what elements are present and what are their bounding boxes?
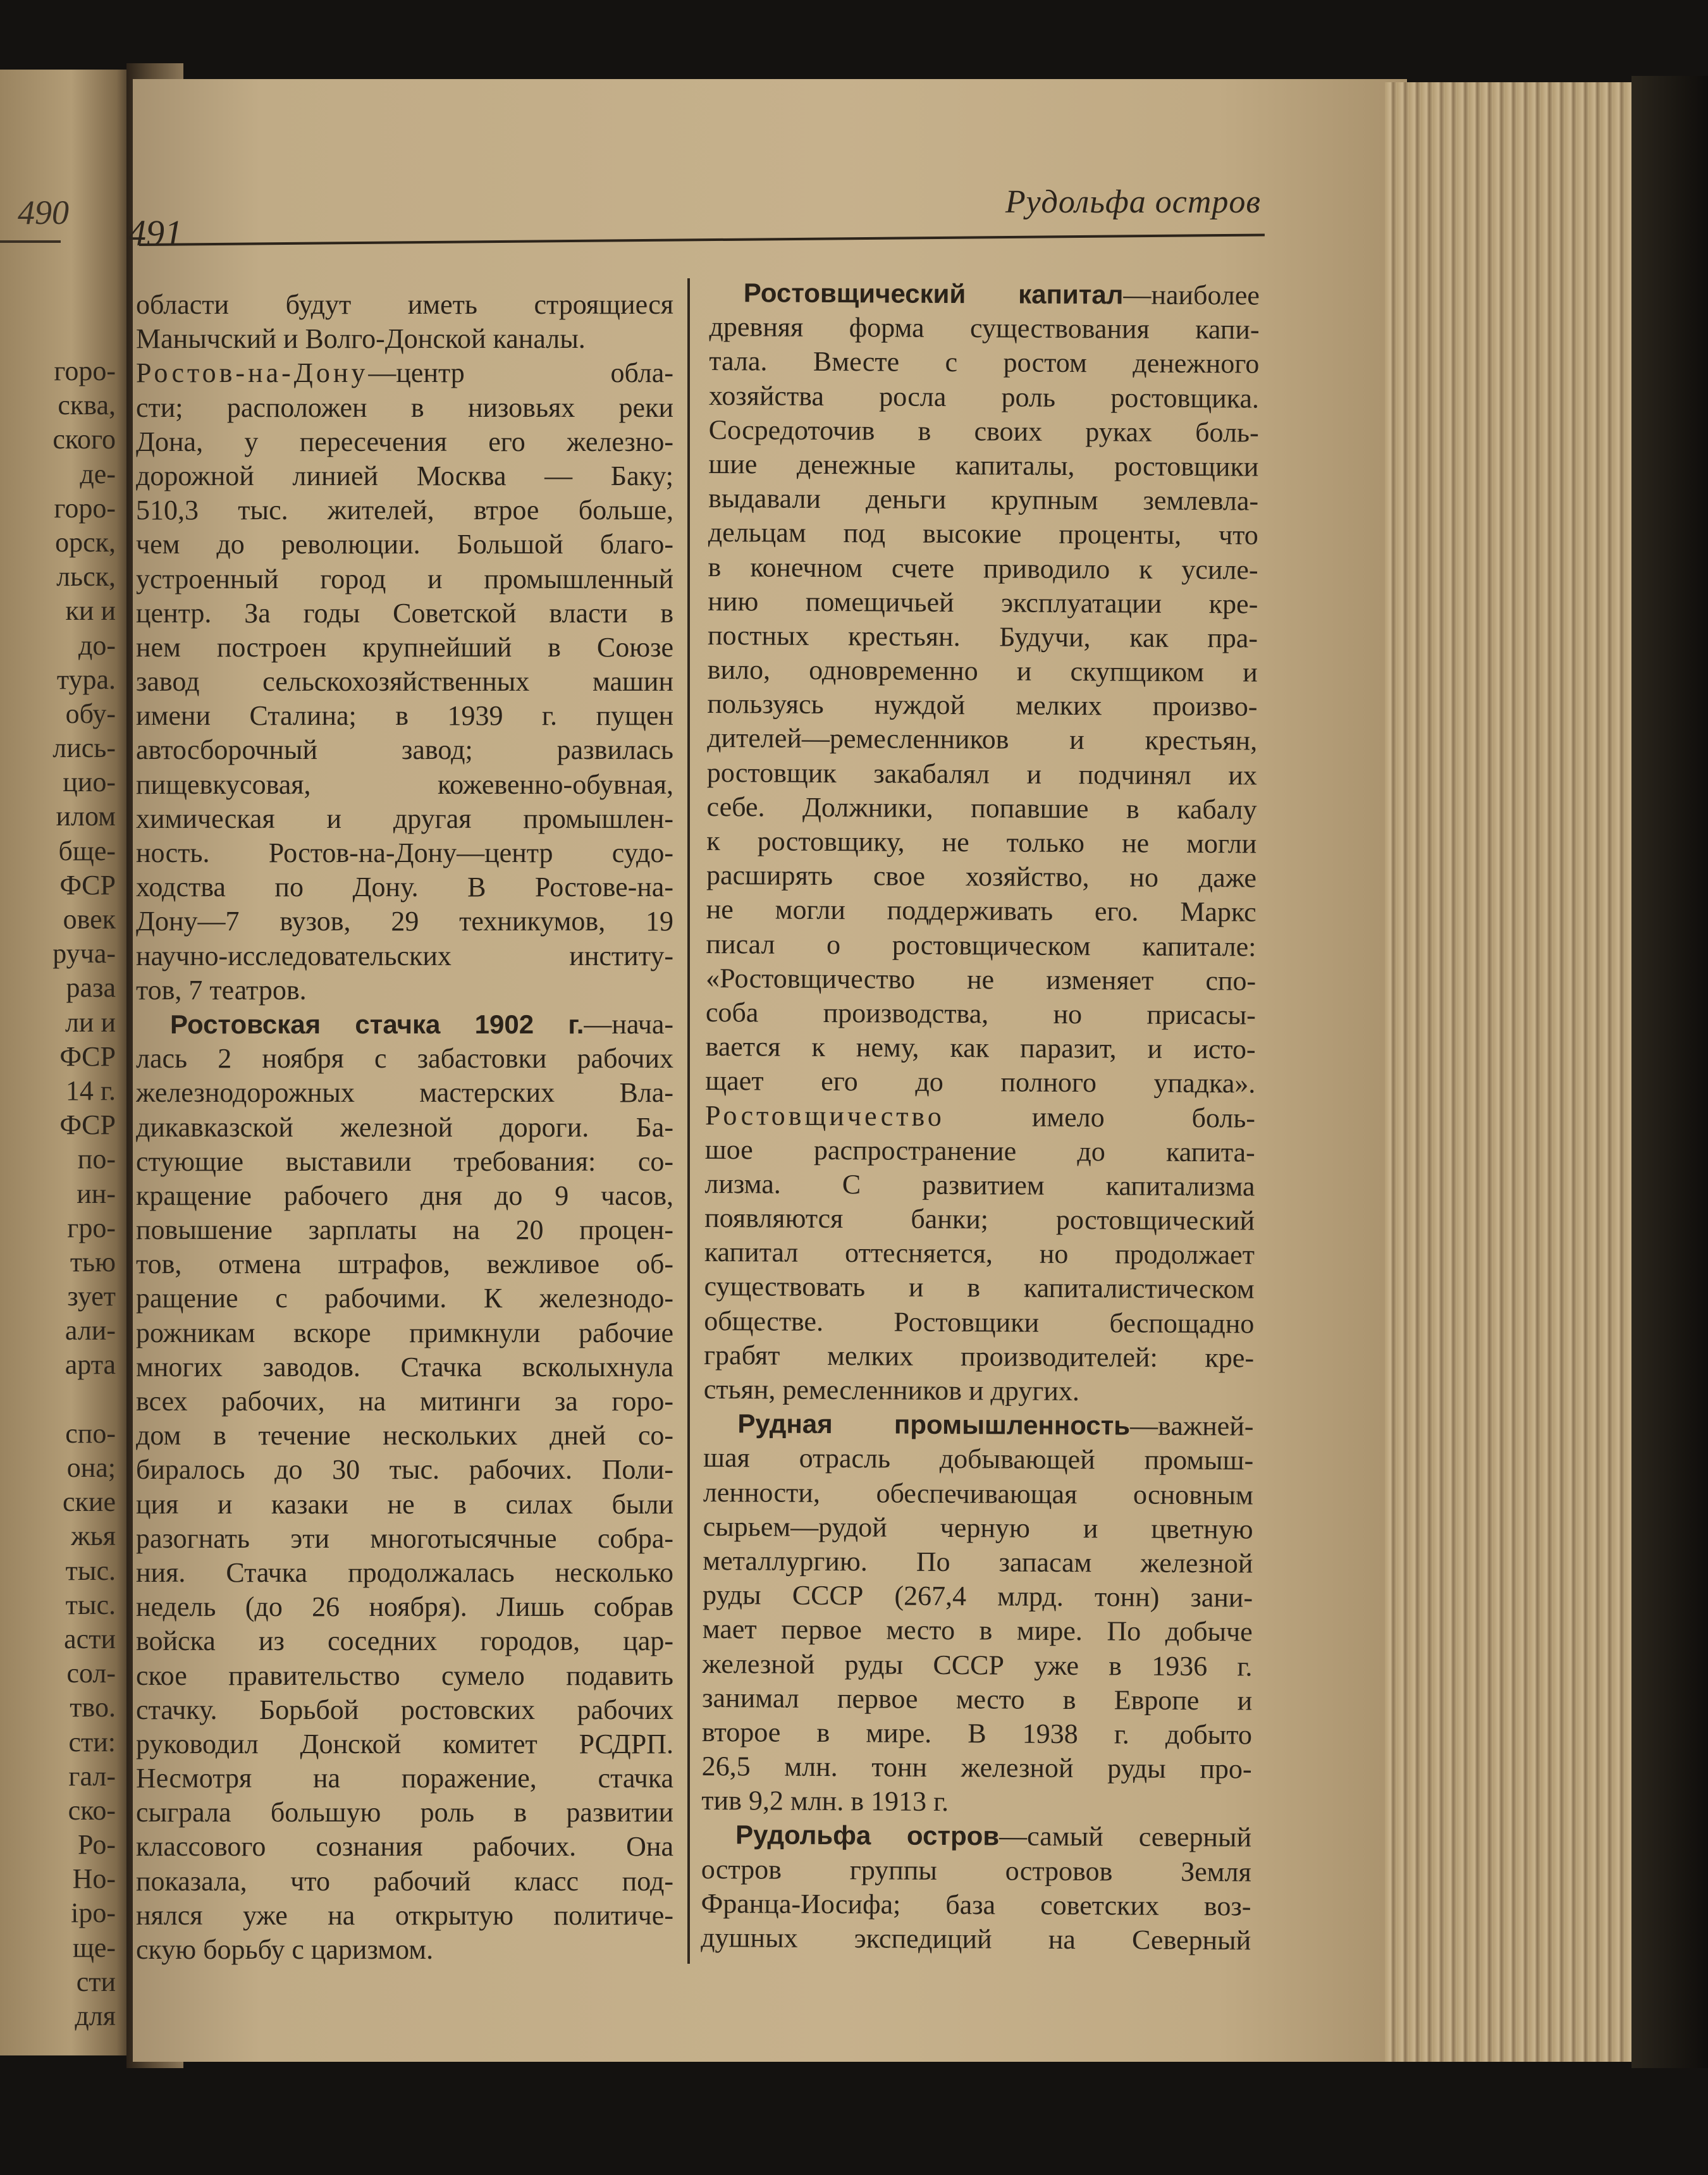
text-line: занимал первое место в Европе и [702, 1682, 1253, 1716]
previous-page-fragment: для [75, 2000, 116, 2031]
previous-page-fragment: ФСР [59, 869, 116, 901]
text-line: существовать и в капиталистическом [704, 1271, 1255, 1305]
text-line: повышение зарплаты на 20 процен- [136, 1214, 673, 1246]
text-line [701, 1818, 1251, 1855]
text-line: дителей—ремесленников и крестьян, [707, 722, 1258, 756]
previous-page-fragment: ки и [65, 595, 116, 627]
text-line: ходства по Дону. В Ростове-на- [136, 872, 673, 903]
previous-page-fragment: ского [52, 424, 116, 455]
text-line: кращение рабочего дня до 9 часов, [136, 1180, 673, 1211]
text-line: руководил Донской комитет РСДРП. [136, 1728, 673, 1759]
text-line: постных крестьян. Будучи, как пра- [707, 619, 1258, 654]
text-line: в конечном счете приводило к усиле- [708, 551, 1258, 586]
previous-page-fragment: ли и [65, 1006, 116, 1038]
entry-headword: Рудольфа остров [735, 1820, 1000, 1851]
text-line: ращение с рабочими. К железнодо- [136, 1283, 673, 1314]
text-line: вило, одновременно и скупщиком и [707, 654, 1258, 688]
text-line: дельцам под высокие проценты, что [708, 517, 1258, 551]
text-run: —центр обла- [368, 357, 673, 389]
previous-page-fragment: по- [77, 1143, 116, 1175]
column-divider [687, 278, 690, 1964]
text-line: тала. Вместе с ростом денежного [709, 345, 1260, 379]
previous-page-fragment: горо- [54, 355, 116, 386]
text-line: пользуясь нуждой мелких произво- [707, 688, 1258, 722]
previous-page-fragment: де- [80, 458, 116, 490]
previous-page-fragment: тью [70, 1246, 116, 1278]
text-line: Несмотря на поражение, стачка [136, 1763, 673, 1794]
previous-page-fragment: ще- [72, 1932, 116, 1963]
previous-page-fragment: али- [65, 1315, 116, 1346]
previous-page-fragment: орск, [55, 526, 116, 558]
text-line: «Ростовщичество не изменяет спо- [706, 962, 1256, 997]
entry-headword: Рудная промышленность [737, 1408, 1131, 1441]
text-line: лизма. С развитием капитализма [704, 1168, 1255, 1202]
text-line: имени Сталина; в 1939 г. пущен [136, 700, 673, 732]
previous-page-fragment: бще- [58, 835, 116, 866]
text-line: дикавказской железной дороги. Ба- [136, 1111, 673, 1143]
text-line: соба производства, но присасы- [705, 996, 1256, 1031]
text-line: мает первое место в мире. По добыче [702, 1613, 1253, 1648]
text-line: Сосредоточив в своих руках боль- [708, 414, 1259, 448]
previous-page-fragment: асти [64, 1623, 116, 1654]
text-line: центр. За годы Советской власти в [136, 597, 673, 629]
entry-headword: Ростовщический капитал [743, 278, 1124, 310]
text-line: железной руды СССР уже в 1936 г. [702, 1648, 1253, 1682]
text-line: рожникам вскоре примкнули рабочие [136, 1317, 673, 1348]
text-line: выдавали деньги крупным землевла- [708, 483, 1259, 517]
text-line: многих заводов. Стачка всколыхнула [136, 1351, 673, 1383]
text-line: нию помещичьей эксплуатации кре- [708, 585, 1258, 620]
text-run: —наиболее [1123, 279, 1260, 311]
previous-page-fragment: гал- [68, 1760, 116, 1792]
previous-page-edge [0, 70, 130, 2055]
text-line: дом в течение нескольких дней со- [136, 1420, 673, 1451]
text-line: обществе. Ростовщики беспощадно [704, 1305, 1255, 1340]
text-line: шое распространение до капита- [704, 1133, 1255, 1168]
text-line: тив 9,2 млн. в 1913 г. [701, 1785, 949, 1818]
text-line: появляются банки; ростовщический [704, 1202, 1255, 1236]
previous-page-fragment: сти [76, 1966, 116, 1997]
previous-page-fragment: Ро- [77, 1829, 116, 1861]
text-line: ция и казаки не в силах были [136, 1488, 673, 1520]
text-line [705, 1098, 1255, 1135]
previous-page-number: 490 [18, 194, 69, 231]
text-line: ростовщик закабалял и подчинял их [706, 756, 1258, 791]
text-run: имело боль- [944, 1100, 1256, 1134]
previous-page-fragment: ФСР [59, 1040, 116, 1072]
text-line: металлургию. По запасам железной [703, 1544, 1253, 1579]
text-line: шие денежные капиталы, ростовщики [708, 448, 1259, 483]
previous-page-fragment: до- [78, 629, 116, 661]
text-line: стачку. Борьбой ростовских рабочих [136, 1694, 673, 1725]
text-run: —нача- [584, 1008, 673, 1040]
text-line: писал о ростовщическом капитале: [706, 928, 1256, 963]
previous-page-fragment: ин- [77, 1178, 116, 1209]
text-line: войска из соседних городов, цар- [136, 1625, 673, 1657]
previous-page-fragment: она; [66, 1452, 116, 1483]
text-line: всех рабочих, на митинги за горо- [136, 1386, 673, 1417]
previous-page-fragment: цио- [63, 767, 116, 798]
previous-page-fragment: тыс. [65, 1555, 116, 1586]
previous-page-fragment: сол- [66, 1658, 116, 1689]
previous-page-fragment: гро- [67, 1212, 116, 1243]
text-line: чем до революции. Большой благо- [136, 529, 673, 560]
text-line: дорожной линией Москва — Баку; [136, 460, 673, 491]
previous-page-fragment: ские [63, 1486, 116, 1518]
text-line: капитал оттесняется, но продолжает [704, 1236, 1255, 1271]
previous-page-fragment: ФСР [59, 1109, 116, 1141]
text-line: душных экспедиций на Северный [701, 1921, 1251, 1956]
text-run: —важней- [1129, 1410, 1254, 1442]
text-line: второе в мире. В 1938 г. добыто [701, 1716, 1253, 1751]
text-line: расширять свое хозяйство, но даже [706, 860, 1257, 894]
previous-page-fragment: ско- [68, 1794, 116, 1826]
text-line: сырьем—рудой черную и цветную [703, 1510, 1253, 1545]
previous-page-fragment: жья [71, 1520, 116, 1552]
text-line: показала, что рабочий класс под- [136, 1865, 673, 1897]
text-line: себе. Должники, попавшие в кабалу [706, 791, 1257, 825]
text-line: завод сельскохозяйственных машин [136, 666, 673, 698]
running-head: Рудольфа остров [1005, 184, 1261, 220]
text-run: —самый северный [999, 1820, 1252, 1853]
previous-page-fragment: тура. [56, 663, 116, 695]
text-line: Дону—7 вузов, 29 техникумов, 19 [136, 906, 673, 937]
previous-page-fragment: илом [56, 801, 116, 832]
text-line: шая отрасль добывающей промыш- [703, 1442, 1254, 1476]
text-line: нем построен крупнейший в Союзе [136, 631, 673, 663]
previous-page-fragment: тыс. [65, 1589, 116, 1620]
text-line: 26,5 млн. тонн железной руды про- [701, 1751, 1252, 1785]
previous-page-header-rule [0, 240, 61, 243]
previous-page-fragment: 14 г. [65, 1075, 116, 1106]
text-line: Франца-Иосифа; база советских воз- [701, 1887, 1251, 1922]
text-line: тов, отмена штрафов, вежливое об- [136, 1248, 673, 1280]
text-line: руды СССР (267,4 млрд. тонн) зани- [702, 1579, 1253, 1613]
text-line: хозяйства росла роль ростовщика. [708, 379, 1260, 414]
previous-page-fragment: горо- [54, 492, 116, 524]
text-line [136, 1007, 673, 1042]
text-line: сти; расположен в низовьях реки [136, 391, 673, 423]
text-line: не могли поддерживать его. Маркс [706, 894, 1256, 928]
text-line: скую борьбу с царизмом. [136, 1934, 434, 1965]
background-shadow [1631, 76, 1708, 2068]
text-line: щает его до полного упадка». [705, 1065, 1256, 1099]
text-line: ния. Стачка продолжалась несколько [136, 1556, 673, 1588]
previous-page-fragment: спо- [65, 1417, 116, 1449]
text-line: сыграла большую роль в развитии [136, 1797, 673, 1828]
spaced-term: Ростовщичество [704, 1099, 945, 1132]
text-line: химическая и другая промышлен- [136, 803, 673, 834]
right-column [701, 276, 1260, 1958]
text-line: вается к нему, как паразит, и исто- [705, 1031, 1256, 1065]
text-line: остров группы островов Земля [701, 1853, 1251, 1888]
page-edges [1385, 82, 1638, 2062]
left-column [136, 288, 673, 1967]
page-number: 491 [128, 213, 183, 254]
text-line: классового сознания рабочих. Она [136, 1831, 673, 1863]
text-line: лась 2 ноября с забастовки рабочих [136, 1043, 673, 1075]
previous-page-fragment [0, 1383, 116, 1417]
text-line: Манычский и Волго-Донской каналы. [136, 323, 586, 355]
text-line: ленности, обеспечивающая основным [703, 1476, 1254, 1511]
previous-page-fragment: Но- [72, 1863, 116, 1895]
text-line: к ростовщику, не только не могли [706, 825, 1257, 860]
text-line: грабят мелких производителей: кре- [703, 1339, 1255, 1374]
text-line: области будут иметь строящиеся [136, 289, 673, 320]
text-line: устроенный город и промышленный [136, 563, 673, 595]
previous-page-fragment: обу- [65, 698, 116, 729]
previous-page-fragment: сти: [68, 1726, 116, 1758]
text-line: недель (до 26 ноября). Лишь собрав [136, 1591, 673, 1623]
text-line [710, 276, 1260, 313]
text-line: стьян, ремесленников и других. [703, 1373, 1080, 1407]
text-line: ское правительство сумело подавить [136, 1660, 673, 1691]
text-line: ность. Ростов-на-Дону—центр судо- [136, 837, 673, 868]
text-line: древняя форма существования капи- [709, 311, 1260, 345]
previous-page-fragment: льск, [56, 561, 116, 593]
text-line: нялся уже на открытую политиче- [136, 1899, 673, 1931]
text-line [136, 356, 673, 390]
previous-page-fragment: тво. [70, 1692, 116, 1723]
text-line: Дона, у пересечения его железно- [136, 426, 673, 457]
previous-page-fragment: лись- [52, 732, 116, 764]
previous-page-fragment: раза [66, 972, 116, 1004]
text-line: стующие выставили требования: со- [136, 1145, 673, 1177]
text-line [703, 1407, 1253, 1444]
previous-page-fragment: зует [67, 1281, 116, 1312]
previous-page-text-fragments [0, 354, 116, 2033]
text-line: железнодорожных мастерских Вла- [136, 1077, 673, 1109]
spaced-term: Ростов-на-Дону [136, 357, 369, 389]
text-line: тов, 7 театров. [136, 974, 307, 1006]
previous-page-fragment: руча- [52, 938, 116, 970]
entry-headword: Ростовская стачка 1902 г. [170, 1009, 584, 1039]
text-line: 510,3 тыс. жителей, втрое больше, [136, 495, 673, 526]
previous-page-fragment: арта [65, 1349, 116, 1381]
text-line: автосборочный завод; развилась [136, 734, 673, 766]
text-line: пищевкусовая, кожевенно-обувная, [136, 768, 673, 800]
text-line: научно-исследовательских институ- [136, 940, 673, 971]
previous-page-fragment: іро- [71, 1897, 116, 1929]
previous-page-fragment: сква, [58, 390, 116, 421]
text-line: биралось до 30 тыс. рабочих. Поли- [136, 1454, 673, 1486]
text-line: разогнать эти многотысячные собра- [136, 1522, 673, 1554]
previous-page-fragment: овек [63, 904, 116, 935]
